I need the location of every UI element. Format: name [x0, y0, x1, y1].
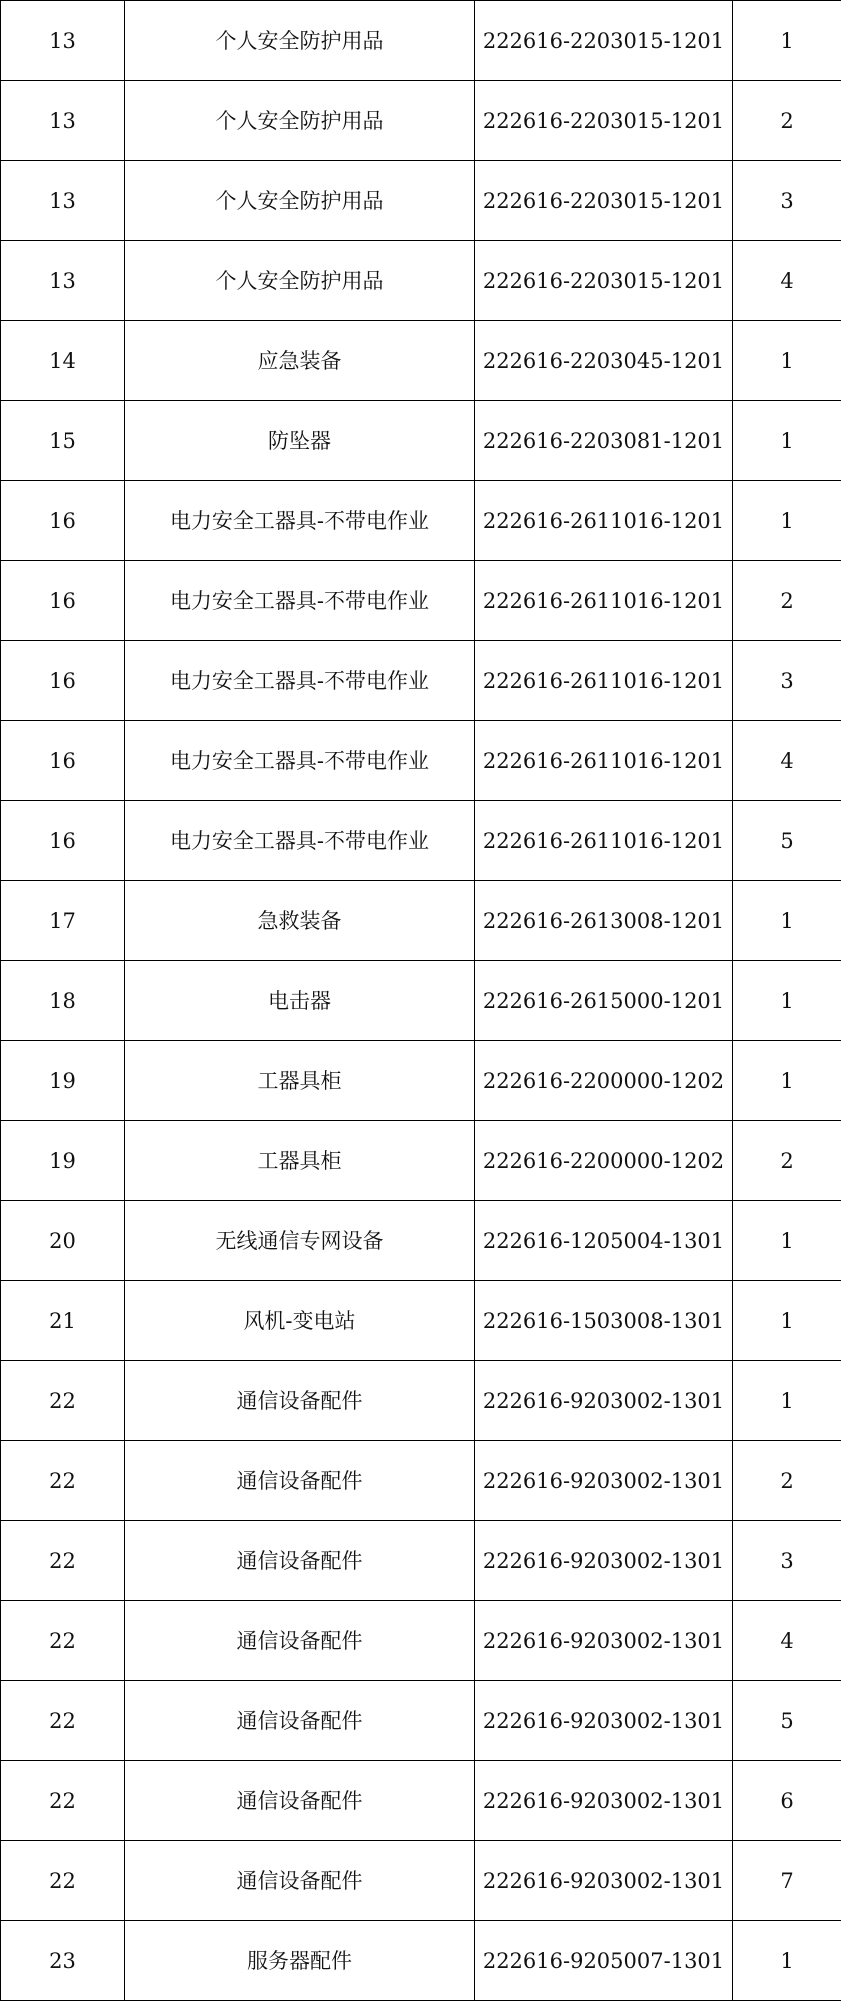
cell-item-code: 222616-2203015-1201: [475, 241, 733, 321]
cell-lot-number: 1: [733, 1, 841, 81]
cell-lot-number: 1: [733, 881, 841, 961]
table-row: [1, 81, 841, 161]
cell-lot-number: 1: [733, 481, 841, 561]
cell-item-name: 风机-变电站: [125, 1281, 475, 1361]
table-row: [1, 1201, 841, 1281]
table-row: [1, 241, 841, 321]
cell-sequence-number: 22: [1, 1441, 125, 1521]
cell-lot-number: 1: [733, 401, 841, 481]
cell-item-name: 通信设备配件: [125, 1841, 475, 1921]
cell-sequence-number: 13: [1, 161, 125, 241]
cell-lot-number: 2: [733, 1441, 841, 1521]
table-row: [1, 641, 841, 721]
cell-sequence-number: 16: [1, 481, 125, 561]
cell-item-code: 222616-1205004-1301: [475, 1201, 733, 1281]
cell-lot-number: 1: [733, 961, 841, 1041]
cell-sequence-number: 22: [1, 1521, 125, 1601]
cell-item-name: 个人安全防护用品: [125, 241, 475, 321]
cell-lot-number: 4: [733, 1601, 841, 1681]
cell-lot-number: 1: [733, 1361, 841, 1441]
cell-item-code: 222616-9203002-1301: [475, 1441, 733, 1521]
cell-sequence-number: 16: [1, 561, 125, 641]
cell-lot-number: 1: [733, 1281, 841, 1361]
cell-lot-number: 3: [733, 641, 841, 721]
cell-item-name: 工器具柜: [125, 1121, 475, 1201]
cell-sequence-number: 19: [1, 1121, 125, 1201]
cell-item-name: 电力安全工器具-不带电作业: [125, 481, 475, 561]
cell-lot-number: 5: [733, 1681, 841, 1761]
cell-sequence-number: 14: [1, 321, 125, 401]
cell-item-name: 服务器配件: [125, 1921, 475, 2001]
cell-sequence-number: 17: [1, 881, 125, 961]
cell-item-name: 通信设备配件: [125, 1361, 475, 1441]
cell-item-name: 通信设备配件: [125, 1681, 475, 1761]
cell-sequence-number: 22: [1, 1841, 125, 1921]
cell-item-code: 222616-2611016-1201: [475, 561, 733, 641]
cell-item-code: 222616-2203015-1201: [475, 81, 733, 161]
table-row: [1, 561, 841, 641]
cell-lot-number: 5: [733, 801, 841, 881]
cell-item-code: 222616-2200000-1202: [475, 1041, 733, 1121]
cell-item-name: 通信设备配件: [125, 1601, 475, 1681]
cell-item-name: 电力安全工器具-不带电作业: [125, 641, 475, 721]
cell-item-code: 222616-9203002-1301: [475, 1521, 733, 1601]
cell-item-code: 222616-9203002-1301: [475, 1601, 733, 1681]
cell-lot-number: 1: [733, 1921, 841, 2001]
cell-sequence-number: 22: [1, 1681, 125, 1761]
table-row: [1, 1441, 841, 1521]
cell-item-code: 222616-2203081-1201: [475, 401, 733, 481]
cell-sequence-number: 23: [1, 1921, 125, 2001]
table-row: [1, 1921, 841, 2001]
cell-item-code: 222616-9205007-1301: [475, 1921, 733, 2001]
table-row: [1, 1361, 841, 1441]
cell-item-code: 222616-2613008-1201: [475, 881, 733, 961]
table-row: [1, 961, 841, 1041]
cell-item-name: 防坠器: [125, 401, 475, 481]
cell-lot-number: 2: [733, 81, 841, 161]
cell-lot-number: 6: [733, 1761, 841, 1841]
cell-item-name: 电力安全工器具-不带电作业: [125, 561, 475, 641]
cell-sequence-number: 21: [1, 1281, 125, 1361]
cell-sequence-number: 18: [1, 961, 125, 1041]
cell-item-code: 222616-2203015-1201: [475, 1, 733, 81]
cell-item-name: 个人安全防护用品: [125, 1, 475, 81]
cell-lot-number: 3: [733, 161, 841, 241]
table-row: [1, 321, 841, 401]
cell-item-name: 个人安全防护用品: [125, 81, 475, 161]
cell-lot-number: 7: [733, 1841, 841, 1921]
cell-item-name: 应急装备: [125, 321, 475, 401]
cell-sequence-number: 20: [1, 1201, 125, 1281]
cell-sequence-number: 16: [1, 721, 125, 801]
cell-sequence-number: 19: [1, 1041, 125, 1121]
cell-sequence-number: 22: [1, 1761, 125, 1841]
cell-item-code: 222616-2203045-1201: [475, 321, 733, 401]
cell-item-code: 222616-2200000-1202: [475, 1121, 733, 1201]
cell-item-name: 工器具柜: [125, 1041, 475, 1121]
cell-item-code: 222616-9203002-1301: [475, 1681, 733, 1761]
cell-sequence-number: 15: [1, 401, 125, 481]
table-row: [1, 1281, 841, 1361]
cell-item-code: 222616-2611016-1201: [475, 641, 733, 721]
cell-item-name: 通信设备配件: [125, 1441, 475, 1521]
table-row: [1, 161, 841, 241]
cell-lot-number: 3: [733, 1521, 841, 1601]
table-row: [1, 1521, 841, 1601]
cell-item-name: 电力安全工器具-不带电作业: [125, 801, 475, 881]
cell-lot-number: 1: [733, 1201, 841, 1281]
cell-item-code: 222616-2611016-1201: [475, 721, 733, 801]
cell-sequence-number: 16: [1, 641, 125, 721]
cell-lot-number: 1: [733, 1041, 841, 1121]
cell-item-code: 222616-9203002-1301: [475, 1761, 733, 1841]
cell-sequence-number: 13: [1, 81, 125, 161]
table-row: [1, 721, 841, 801]
table-row: [1, 881, 841, 961]
cell-item-name: 个人安全防护用品: [125, 161, 475, 241]
table-row: [1, 1841, 841, 1921]
cell-item-name: 通信设备配件: [125, 1521, 475, 1601]
cell-item-code: 222616-2611016-1201: [475, 481, 733, 561]
table-row: [1, 401, 841, 481]
cell-lot-number: 2: [733, 1121, 841, 1201]
table-row: [1, 801, 841, 881]
table-body: [1, 1, 841, 2001]
cell-item-name: 通信设备配件: [125, 1761, 475, 1841]
cell-lot-number: 4: [733, 241, 841, 321]
table-row: [1, 481, 841, 561]
cell-item-name: 电力安全工器具-不带电作业: [125, 721, 475, 801]
table-row: [1, 1041, 841, 1121]
cell-item-code: 222616-2615000-1201: [475, 961, 733, 1041]
cell-lot-number: 2: [733, 561, 841, 641]
table-row: [1, 1601, 841, 1681]
cell-lot-number: 4: [733, 721, 841, 801]
cell-sequence-number: 13: [1, 241, 125, 321]
table-row: [1, 1761, 841, 1841]
cell-item-name: 电击器: [125, 961, 475, 1041]
cell-lot-number: 1: [733, 321, 841, 401]
cell-item-code: 222616-9203002-1301: [475, 1841, 733, 1921]
table-row: [1, 1, 841, 81]
table-row: [1, 1121, 841, 1201]
cell-item-code: 222616-1503008-1301: [475, 1281, 733, 1361]
cell-sequence-number: 16: [1, 801, 125, 881]
cell-item-code: 222616-9203002-1301: [475, 1361, 733, 1441]
cell-item-code: 222616-2203015-1201: [475, 161, 733, 241]
table-row: [1, 1681, 841, 1761]
cell-sequence-number: 22: [1, 1361, 125, 1441]
cell-item-name: 无线通信专网设备: [125, 1201, 475, 1281]
cell-sequence-number: 22: [1, 1601, 125, 1681]
cell-item-name: 急救装备: [125, 881, 475, 961]
cell-sequence-number: 13: [1, 1, 125, 81]
cell-item-code: 222616-2611016-1201: [475, 801, 733, 881]
